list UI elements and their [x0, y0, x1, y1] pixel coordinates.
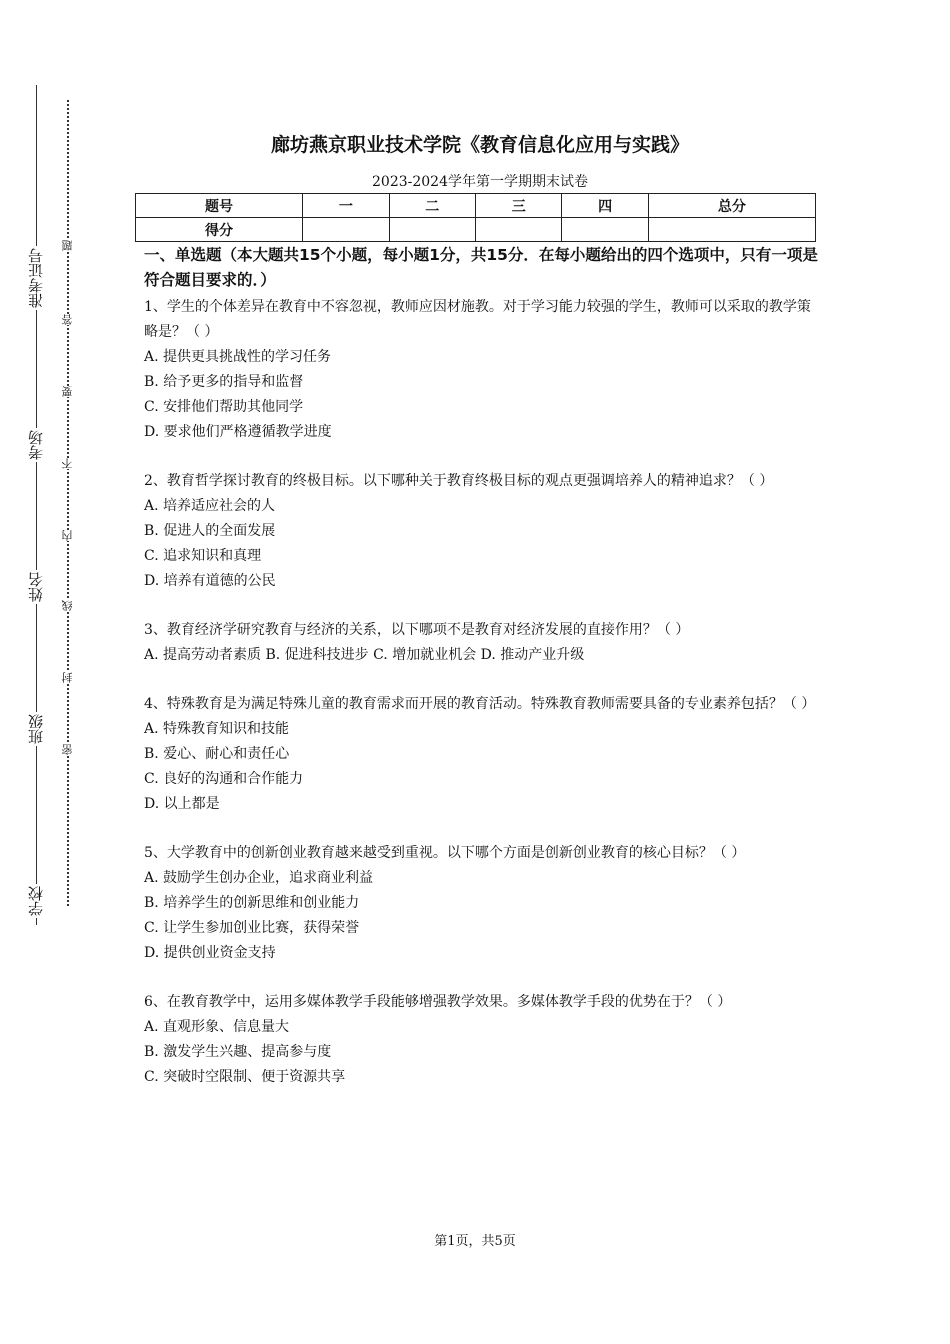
option-d: D. 提供创业资金支持 — [144, 945, 276, 961]
score-table-cell: 二 — [389, 194, 475, 218]
seal-char: 内 — [59, 530, 77, 541]
option-c: C. 突破时空限制、便于资源共享 — [144, 1069, 346, 1085]
option-c: C. 良好的沟通和合作能力 — [144, 771, 304, 787]
question-2 — [144, 469, 819, 594]
score-table-cell: 三 — [475, 194, 561, 218]
option-b: B. 激发学生兴趣、提高参与度 — [144, 1044, 332, 1060]
score-table-cell: 一 — [303, 194, 389, 218]
page-number: 第1页，共5页 — [434, 1234, 516, 1249]
question-stem: 3、教育经济学研究教育与经济的关系，以下哪项不是教育对经济发展的直接作用？（ ） — [144, 622, 690, 638]
seal-char: 要 — [59, 386, 77, 397]
question-6 — [144, 990, 819, 1090]
score-table-cell: 总分 — [648, 194, 815, 218]
question-stem: 4、特殊教育是为满足特殊儿童的教育需求而开展的教育活动。特殊教育教师需要具备的专业素养包括？（ ） — [144, 696, 816, 712]
option-a: A. 提供更具挑战性的学习任务 — [144, 349, 332, 365]
school-label: 学校 — [20, 884, 52, 918]
option-c: C. 追求知识和真理 — [144, 548, 262, 564]
class-label: 班级 — [20, 712, 52, 746]
question-4 — [144, 692, 819, 817]
score-input-cell[interactable] — [562, 218, 648, 242]
question-1 — [144, 295, 819, 445]
option-c: C. 安排他们帮助其他同学 — [144, 399, 304, 415]
question-options: A. 提高劳动者素质 B. 促进科技进步 C. 增加就业机会 D. 推动产业升级 — [144, 647, 585, 663]
score-input-cell[interactable] — [303, 218, 389, 242]
question-stem: 1、学生的个体差异在教育中不容忽视，教师应因材施教。对于学习能力较强的学生，教师可以采取的教学策略是？（ ） — [144, 299, 811, 340]
section-heading: 一、单选题（本大题共15个小题，每小题1分，共15分．在每小题给出的四个选项中，只有一项是符合题目要求的．） — [144, 246, 818, 289]
score-table-header-row — [136, 194, 816, 218]
question-5 — [144, 841, 819, 966]
option-a: A. 特殊教育知识和技能 — [144, 721, 290, 737]
option-b: B. 促进人的全面发展 — [144, 523, 276, 539]
seal-char: 线 — [59, 600, 77, 611]
option-d: D. 培养有道德的公民 — [144, 573, 276, 589]
option-b: B. 培养学生的创新思维和创业能力 — [144, 895, 360, 911]
score-table-cell: 题号 — [136, 194, 303, 218]
name-label: 姓名 — [20, 570, 52, 604]
binding-line — [36, 85, 37, 925]
score-input-cell[interactable] — [389, 218, 475, 242]
exam-content — [144, 243, 819, 1114]
score-table-score-row — [136, 218, 816, 242]
score-table-cell: 四 — [562, 194, 648, 218]
seal-char: 题 — [59, 240, 77, 251]
option-b: B. 给予更多的指导和监督 — [144, 374, 304, 390]
option-a: A. 鼓励学生创办企业，追求商业利益 — [144, 870, 374, 886]
score-input-cell[interactable] — [648, 218, 815, 242]
score-input-cell[interactable] — [475, 218, 561, 242]
exam-title: 廊坊燕京职业技术学院《教育信息化应用与实践》 — [270, 134, 689, 156]
option-c: C. 让学生参加创业比赛，获得荣誉 — [144, 920, 360, 936]
question-stem: 6、在教育教学中，运用多媒体教学手段能够增强教学效果。多媒体教学手段的优势在于？（ ） — [144, 994, 732, 1010]
question-stem: 5、大学教育中的创新创业教育越来越受到重视。以下哪个方面是创新创业教育的核心目标？（ ） — [144, 845, 746, 861]
question-3 — [144, 618, 819, 668]
exam-number-label: 准考证号 — [20, 246, 52, 310]
exam-room-label: 考场 — [20, 428, 52, 462]
seal-char: 密 — [59, 744, 77, 755]
question-stem: 2、教育哲学探讨教育的终极目标。以下哪种关于教育终极目标的观点更强调培养人的精神追求？（ ） — [144, 473, 774, 489]
option-d: D. 以上都是 — [144, 796, 220, 812]
seal-char: 封 — [59, 672, 77, 683]
seal-char: 答 — [59, 314, 77, 325]
option-a: A. 培养适应社会的人 — [144, 498, 276, 514]
score-table — [135, 193, 816, 242]
option-d: D. 要求他们严格遵循教学进度 — [144, 424, 332, 440]
option-b: B. 爱心、耐心和责任心 — [144, 746, 290, 762]
seal-line — [67, 100, 69, 906]
seal-char: 不 — [59, 458, 77, 469]
score-row-label: 得分 — [136, 218, 303, 242]
option-a: A. 直观形象、信息量大 — [144, 1019, 290, 1035]
exam-subtitle: 2023-2024学年第一学期期末试卷 — [372, 174, 588, 190]
page-footer — [0, 1230, 950, 1249]
